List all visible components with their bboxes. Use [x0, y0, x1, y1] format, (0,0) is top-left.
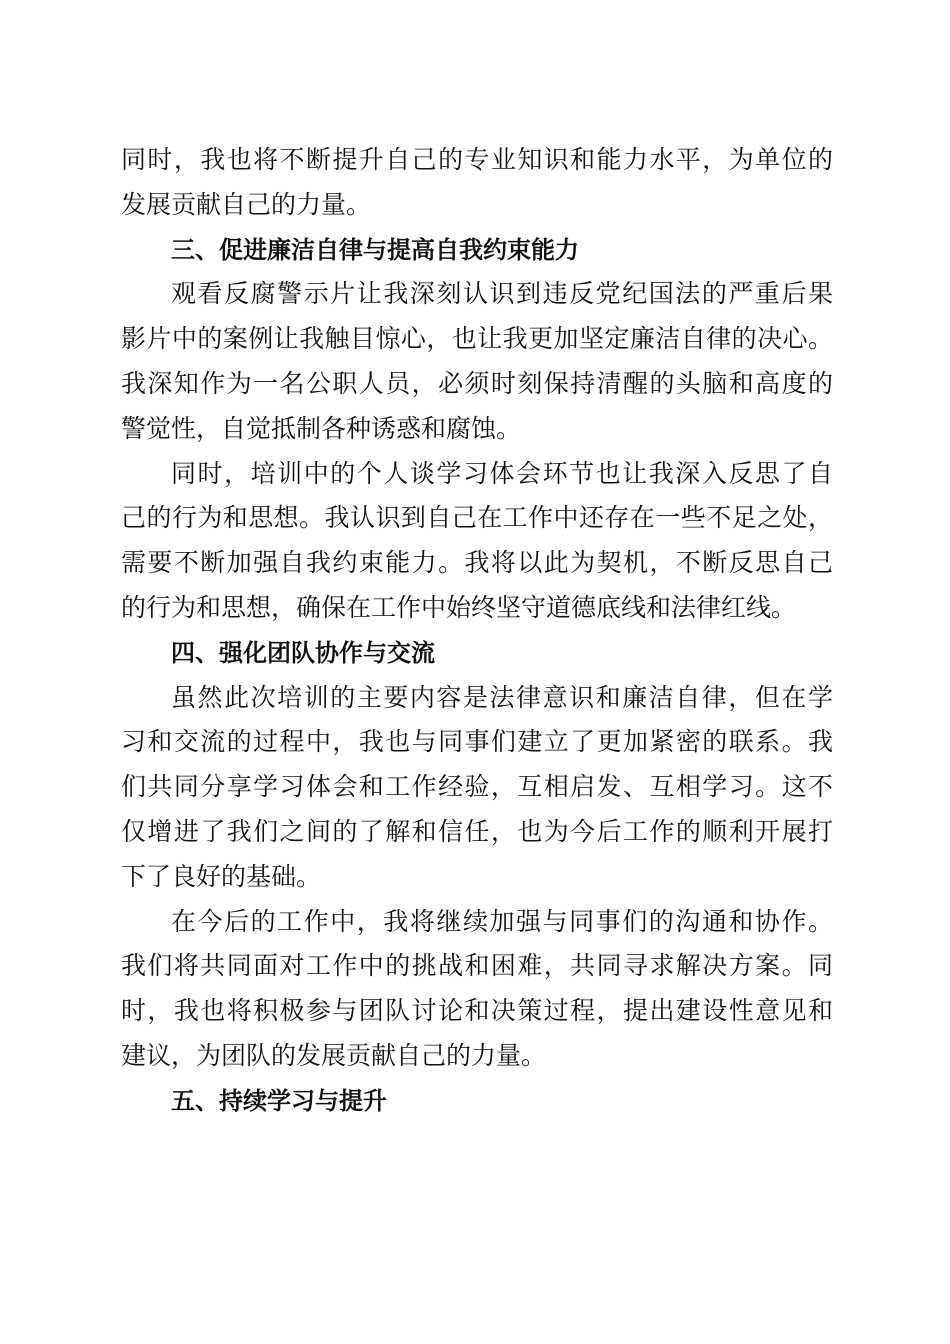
text-line: 习和交流的过程中，我也与同事们建立了更加紧密的联系。我 [121, 727, 833, 757]
paragraph [121, 272, 833, 451]
section-heading-4: 四、强化团队协作与交流 [171, 638, 435, 667]
text-line: 仅增进了我们之间的了解和信任，也为今后工作的顺利开展打 [121, 816, 833, 846]
text-line: 时，我也将积极参与团队讨论和决策过程，提出建设性意见和 [121, 996, 833, 1026]
text-line: 发展贡献自己的力量。 [121, 189, 372, 219]
paragraph [121, 900, 833, 1079]
document-body [121, 138, 833, 1124]
text-line: 虽然此次培训的主要内容是法律意识和廉洁自律，但在学 [171, 682, 833, 712]
section-heading-3: 三、促进廉洁自律与提高自我约束能力 [171, 235, 579, 264]
text-line: 在今后的工作中，我将继续加强与同事们的沟通和协作。 [171, 906, 833, 936]
text-line: 我深知作为一名公职人员，必须时刻保持清醒的头脑和高度的 [121, 368, 833, 398]
text-line: 观看反腐警示片让我深刻认识到违反党纪国法的严重后果 [171, 279, 833, 309]
text-line: 们共同分享学习体会和工作经验，互相启发、互相学习。这不 [121, 772, 833, 802]
text-line: 的行为和思想，确保在工作中始终坚守道德底线和法律红线。 [121, 592, 797, 622]
text-line: 我们将共同面对工作中的挑战和困难，共同寻求解决方案。同 [121, 951, 833, 981]
paragraph [121, 452, 833, 631]
text-line: 己的行为和思想。我认识到自己在工作中还存在一些不足之处， [121, 503, 833, 533]
section-heading-5: 五、持续学习与提升 [171, 1086, 387, 1115]
text-line: 同时，培训中的个人谈学习体会环节也让我深入反思了自 [171, 458, 833, 488]
text-line: 建议，为团队的发展贡献自己的力量。 [121, 1040, 547, 1070]
text-line: 需要不断加强自我约束能力。我将以此为契机，不断反思自己 [121, 548, 833, 578]
text-line: 警觉性，自觉抵制各种诱惑和腐蚀。 [121, 413, 522, 443]
text-line: 下了良好的基础。 [121, 861, 322, 891]
text-line: 同时，我也将不断提升自己的专业知识和能力水平，为单位的 [121, 145, 833, 174]
paragraph [121, 676, 833, 900]
text-line: 影片中的案例让我触目惊心，也让我更加坚定廉洁自律的决心。 [121, 324, 833, 354]
paragraph [121, 138, 833, 228]
